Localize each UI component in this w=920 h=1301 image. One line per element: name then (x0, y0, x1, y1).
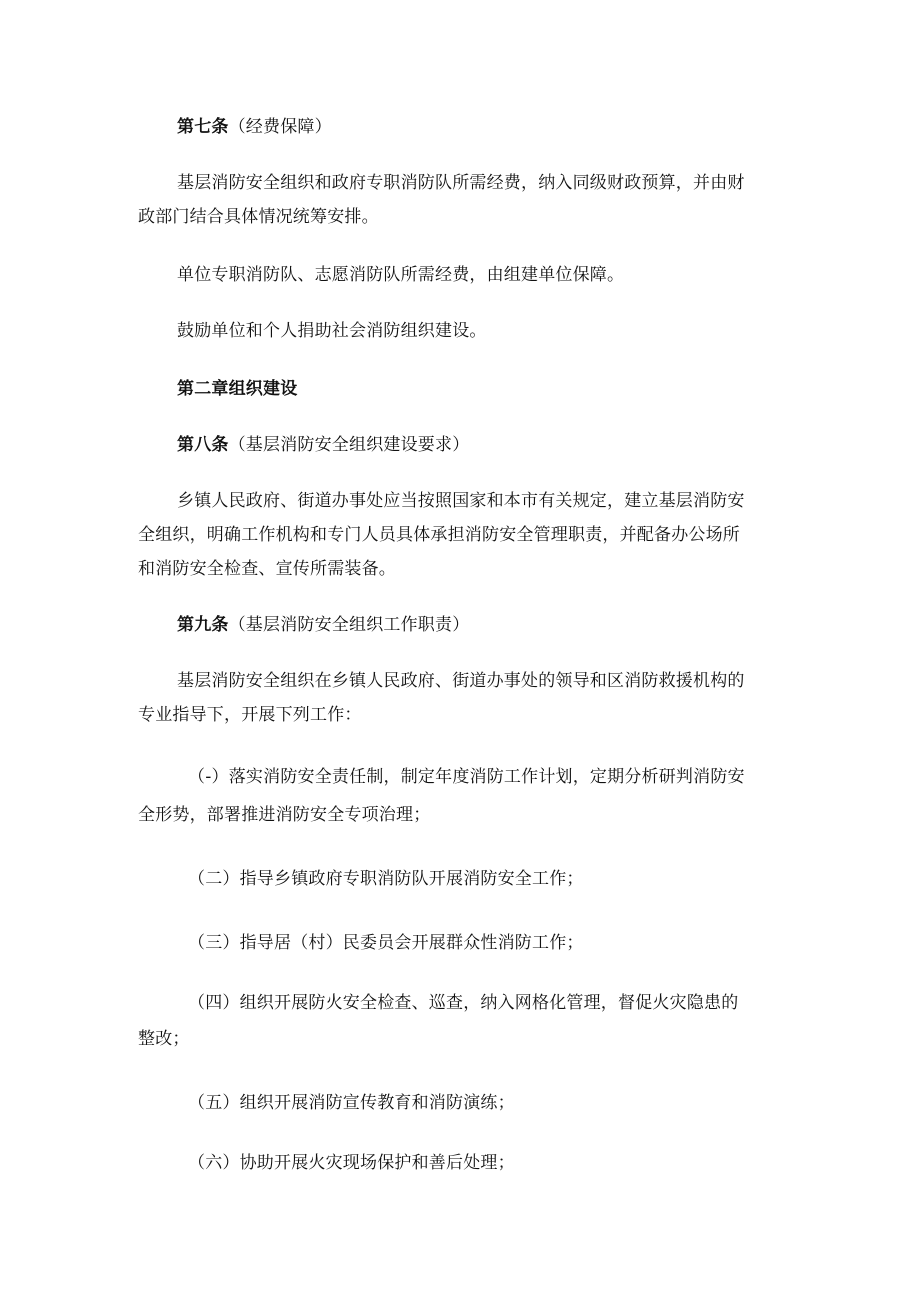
article-7-subtitle: （经费保障） (228, 117, 332, 137)
article-7-para1-line2: 政部门结合具体情况统筹安排。 (138, 207, 379, 227)
article-7-para3: 鼓励单位和个人捐助社会消防组织建设。 (177, 321, 487, 341)
article-8-para1-line1: 乡镇人民政府、街道办事处应当按照国家和本市有关规定，建立基层消防安 (177, 491, 745, 511)
article-9-item5: （五）组织开展消防宣传教育和消防演练； (188, 1093, 515, 1113)
article-9-item2: （二）指导乡镇政府专职消防队开展消防安全工作； (188, 869, 584, 889)
article-9-item4-line2: 整改； (138, 1029, 190, 1049)
article-8-subtitle: （基层消防安全组织建设要求） (228, 435, 470, 455)
article-9-intro-line1: 基层消防安全组织在乡镇人民政府、街道办事处的领导和区消防救援机构的 (177, 671, 745, 691)
article-9-item6: （六）协助开展火灾现场保护和善后处理； (188, 1153, 515, 1173)
article-9-intro-line2: 专业指导下，开展下列工作： (138, 705, 362, 725)
article-8-para1-line2: 全组织，明确工作机构和专门人员具体承担消防安全管理职责，并配备办公场所 (138, 525, 740, 545)
article-9-heading (177, 614, 827, 636)
article-7-heading (177, 116, 827, 138)
chapter-2-title: 第二章组织建设 (177, 379, 298, 399)
article-7-para1-line1: 基层消防安全组织和政府专职消防队所需经费，纳入同级财政预算，并由财 (177, 173, 745, 193)
article-9-item3: （三）指导居（村）民委员会开展群众性消防工作； (188, 933, 584, 953)
article-7-para2: 单位专职消防队、志愿消防队所需经费，由组建单位保障。 (177, 265, 625, 285)
article-9-title: 第九条 (177, 615, 229, 635)
article-8-title: 第八条 (177, 435, 229, 455)
article-9-item1-line2: 全形势，部署推进消防安全专项治理； (138, 805, 431, 825)
article-8-heading (177, 434, 827, 456)
article-9-item1-line1: （-）落实消防安全责任制，制定年度消防工作计划，定期分析研判消防安 (188, 767, 745, 787)
article-7-title: 第七条 (177, 117, 229, 137)
article-8-para1-line3: 和消防安全检查、宣传所需装备。 (138, 559, 396, 579)
article-9-subtitle: （基层消防安全组织工作职责） (228, 615, 470, 635)
article-9-item4-line1: （四）组织开展防火安全检查、巡查，纳入网格化管理，督促火灾隐患的 (188, 993, 739, 1013)
